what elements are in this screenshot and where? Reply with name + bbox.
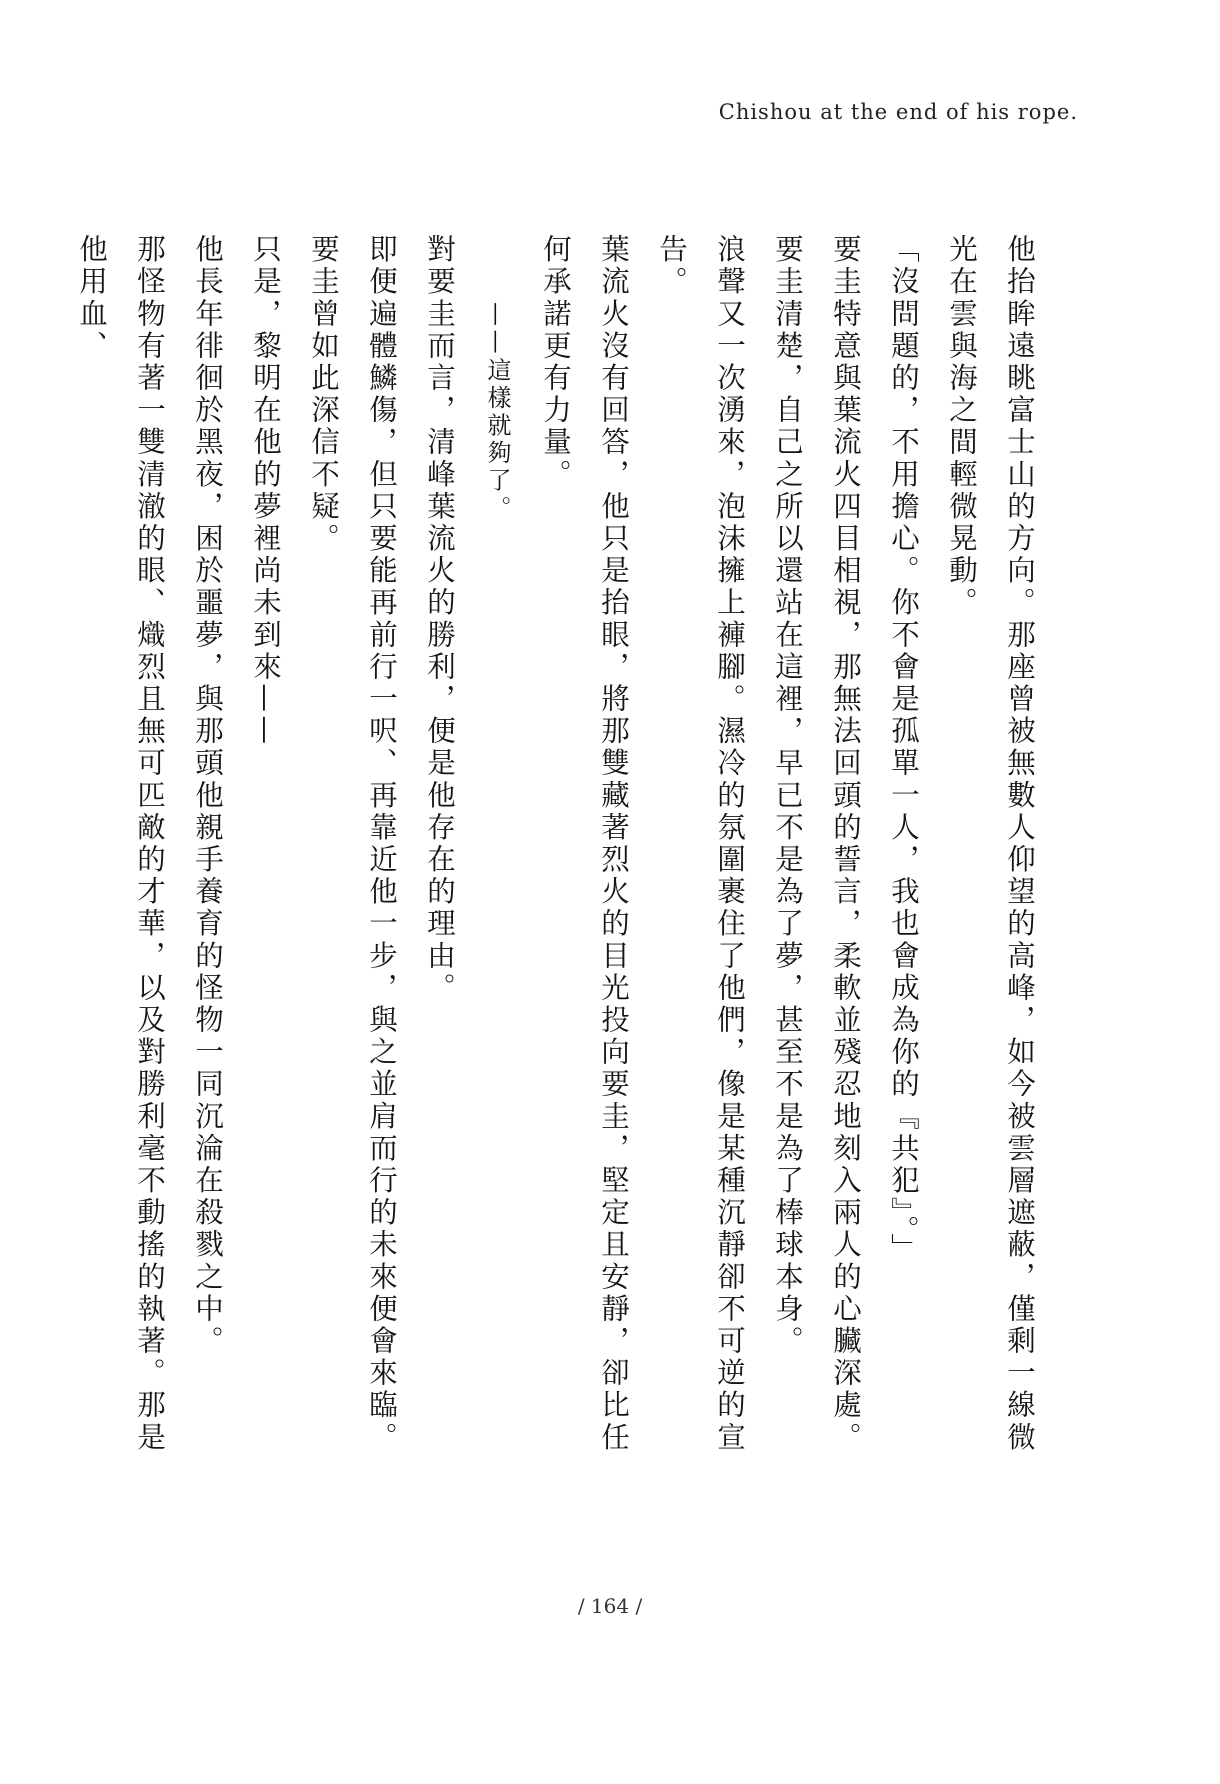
paragraph: 要圭清楚，自己之所以還站在這裡，早已不是為了夢，甚至不是為了棒球本身。 — [771, 234, 804, 1358]
paragraph: 要圭特意與葉流火四目相視，那無法回頭的誓言，柔軟並殘忍地刻入兩人的心臟深處。 — [829, 234, 862, 1454]
paragraph-dash-line: ——這樣就夠了。 — [483, 302, 511, 523]
paragraph: 只是，黎明在他的夢裡尚未到來—— — [249, 234, 282, 748]
paragraph: 即便遍體鱗傷，但只要能再前行一呎、再靠近他一步，與之並肩而行的未來便會來臨。 — [365, 234, 398, 1454]
running-header: Chishou at the end of his rope. — [718, 100, 1078, 124]
paragraph: 那怪物有著一雙清澈的眼、熾烈且無可匹敵的才華，以及對勝利毫不動搖的執著。那是他用血、 — [75, 234, 166, 1454]
paragraph: 他抬眸遠眺富士山的方向。那座曾被無數人仰望的高峰，如今被雲層遮蔽，僅剩一線微光在雲與海之間輕微晃動。 — [945, 234, 1036, 1454]
paragraph: 浪聲又一次湧來，泡沫擁上褲腳。濕冷的氛圍裹住了他們，像是某種沉靜卻不可逆的宣告。 — [655, 234, 746, 1454]
page-number: / 164 / — [577, 1594, 643, 1618]
vertical-body-text — [75, 234, 1048, 1464]
paragraph: 對要圭而言，清峰葉流火的勝利，便是他存在的理由。 — [423, 234, 456, 1005]
paragraph: 要圭曾如此深信不疑。 — [307, 234, 340, 555]
paragraph: 他長年徘徊於黑夜，困於噩夢，與那頭他親手養育的怪物一同沉淪在殺戮之中。 — [191, 234, 224, 1358]
paragraph: 葉流火沒有回答，他只是抬眼，將那雙藏著烈火的目光投向要圭，堅定且安靜，卻比任何承諾更有力量。 — [539, 234, 630, 1454]
paragraph: 「沒問題的，不用擔心。你不會是孤單一人，我也會成為你的『共犯』。」 — [887, 234, 920, 1265]
